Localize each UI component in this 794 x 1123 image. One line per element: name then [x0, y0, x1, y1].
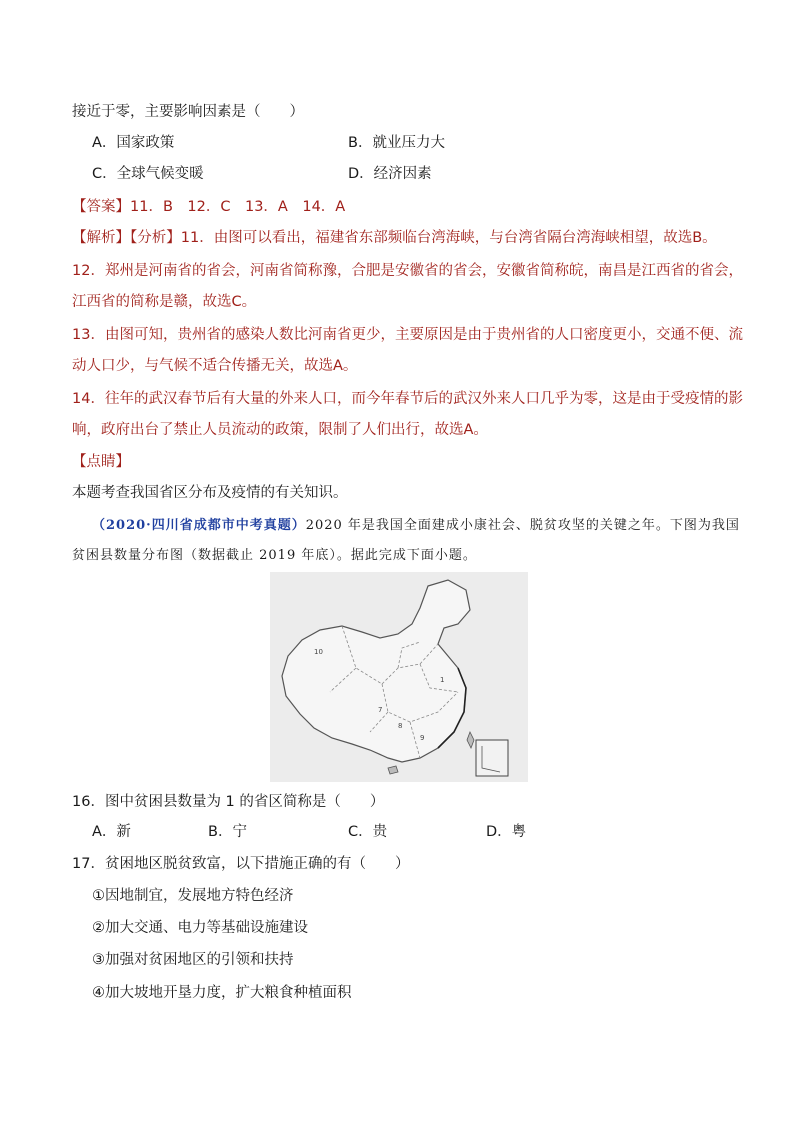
q17-item-4: ④加大坡地开垦力度，扩大粮食种植面积 — [92, 985, 352, 1001]
intro-line-1 — [92, 516, 740, 536]
analysis-line-1 — [72, 228, 717, 248]
q16-option-c: C．贵 — [348, 824, 388, 840]
q16-option-b: B．宁 — [208, 824, 247, 840]
map-label-d: 1 — [440, 676, 445, 684]
q15-option-b: B．就业压力大 — [348, 135, 445, 151]
analysis-line-3: 江西省的简称是赣，故选C。 — [72, 294, 257, 310]
intro-source: （2020·四川省成都市中考真题） — [92, 518, 306, 533]
analysis-line-6: 14．往年的武汉春节后有大量的外来人口，而今年春节后的武汉外来人口几乎为零，这是由于受疫情的影 — [72, 391, 743, 407]
intro-text-1: 2020 年是我国全面建成小康社会、脱贫攻坚的关键之年。下图为我国 — [305, 518, 740, 533]
pointer-tag: 【点睛】 — [72, 454, 130, 470]
q17-stem: 17．贫困地区脱贫致富，以下措施正确的有（ ） — [72, 856, 410, 872]
answer-tag: 【答案】 — [72, 199, 130, 215]
map-label-c: 9 — [420, 734, 425, 742]
q17-item-2: ②加大交通、电力等基础设施建设 — [92, 920, 308, 936]
answer-text: 11．B 12．C 13．A 14．A — [130, 199, 346, 215]
map-label-xinjiang: 10 — [314, 648, 323, 656]
q17-item-1: ①因地制宜，发展地方特色经济 — [92, 888, 294, 904]
q16-stem: 16．图中贫困县数量为 1 的省区简称是（ ） — [72, 794, 385, 810]
analysis-line-2: 12．郑州是河南省的省会，河南省简称豫，合肥是安徽省的省会，安徽省简称皖，南昌是江西省的省会， — [72, 263, 743, 279]
q15-option-c: C．全球气候变暖 — [92, 166, 204, 182]
analysis-line-4: 13．由图可知，贵州省的感染人数比河南省更少，主要原因是由于贵州省的人口密度更小，交通不便、流 — [72, 327, 743, 343]
map-label-a: 7 — [378, 706, 383, 714]
answer-line — [72, 197, 345, 217]
analysis-line-7: 响，政府出台了禁止人员流动的政策，限制了人们出行，故选A。 — [72, 422, 488, 438]
intro-line-2: 贫困县数量分布图（数据截止 2019 年底）。据此完成下面小题。 — [72, 548, 477, 563]
poverty-county-map — [270, 572, 528, 782]
map-label-b: 8 — [398, 722, 403, 730]
q15-stem-tail: 接近于零，主要影响因素是（ ） — [72, 104, 304, 120]
q15-option-a: A．国家政策 — [92, 135, 175, 151]
analysis-tag: 【解析】【分析】 — [72, 230, 181, 246]
q16-option-a: A．新 — [92, 824, 131, 840]
q15-option-d: D．经济因素 — [348, 166, 432, 182]
q17-item-3: ③加强对贫困地区的引领和扶持 — [92, 952, 294, 968]
pointer-text: 本题考查我国省区分布及疫情的有关知识。 — [72, 485, 348, 501]
analysis-text-1: 11．由图可以看出，福建省东部频临台湾海峡，与台湾省隔台湾海峡相望，故选B。 — [180, 230, 717, 246]
analysis-line-5: 动人口少，与气候不适合传播无关，故选A。 — [72, 358, 358, 374]
q16-option-d: D．粤 — [486, 824, 527, 840]
